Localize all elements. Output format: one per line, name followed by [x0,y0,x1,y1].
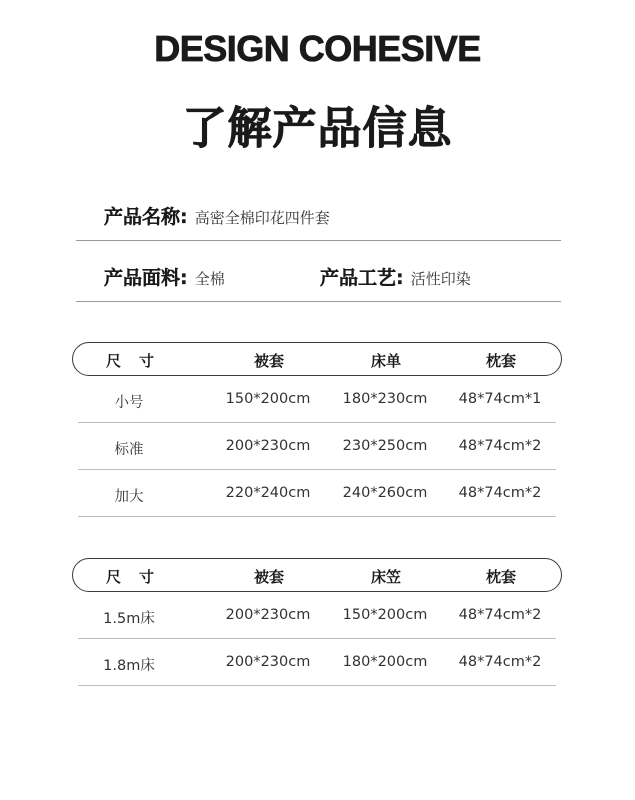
product-craft-value: 活性印染 [410,270,471,288]
table-header [72,342,562,376]
row-size: 1.5m床 [103,611,155,627]
product-material-value: 全棉 [194,270,225,288]
header-pillowcase: 枕套 [485,352,517,370]
size-table-standard [72,342,562,517]
product-name-label: 产品名称: [104,206,188,228]
row-pillowcase: 48*74cm*2 [458,607,542,623]
row-pillowcase: 48*74cm*1 [458,391,542,407]
row-duvet-cover: 200*230cm [225,654,311,670]
row-duvet-cover: 200*230cm [225,607,311,623]
row-bed-sheet: 180*230cm [342,391,428,407]
info-row-name [76,180,561,241]
product-craft-pair [320,263,471,290]
product-material-label: 产品面料: [104,267,188,289]
page-heading: 了解产品信息 [182,103,453,154]
table-row [78,376,556,423]
table-header [72,558,562,592]
table-row [78,592,556,639]
table-row [78,639,556,686]
row-duvet-cover: 220*240cm [225,485,311,501]
product-craft-label: 产品工艺: [320,267,404,289]
header-duvet-cover: 被套 [253,352,285,370]
product-name-value: 高密全棉印花四件套 [194,209,330,227]
row-fitted-sheet: 150*200cm [342,607,428,623]
row-pillowcase: 48*74cm*2 [458,438,542,454]
row-pillowcase: 48*74cm*2 [458,654,542,670]
product-material-pair [104,263,225,290]
header-pillowcase: 枕套 [485,568,517,586]
size-table-bed [72,558,562,686]
row-pillowcase: 48*74cm*2 [458,485,542,501]
row-duvet-cover: 200*230cm [225,438,311,454]
header-bed-sheet: 床单 [370,352,402,370]
info-row-material [76,241,561,302]
brand-title: DESIGN COHESIVE [154,28,481,69]
table-row [78,470,556,517]
row-bed-sheet: 230*250cm [342,438,428,454]
header-fitted-sheet: 床笠 [370,568,402,586]
header-size: 尺寸 [105,568,173,586]
row-size: 加大 [114,489,144,505]
header-size: 尺寸 [105,352,173,370]
row-size: 1.8m床 [103,658,155,674]
row-size: 标准 [114,442,144,458]
row-duvet-cover: 150*200cm [225,391,311,407]
product-name-pair [104,202,330,229]
header-duvet-cover: 被套 [253,568,285,586]
table-row [78,423,556,470]
row-bed-sheet: 240*260cm [342,485,428,501]
row-fitted-sheet: 180*200cm [342,654,428,670]
row-size: 小号 [114,395,144,411]
